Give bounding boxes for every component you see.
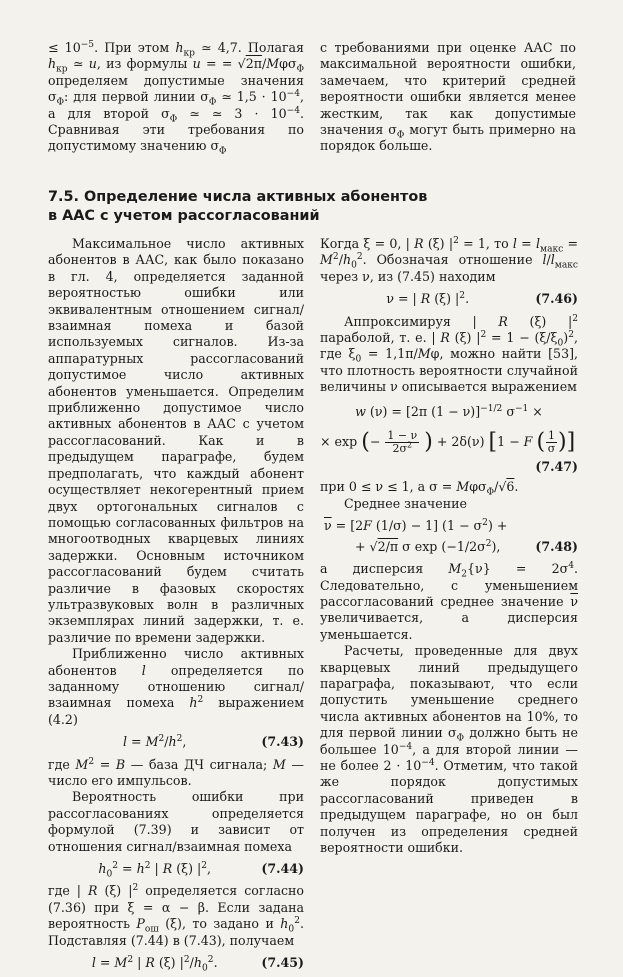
equation-7-48-number: (7.48) [535, 538, 578, 554]
equation-7-47-number: (7.47) [535, 459, 578, 475]
equation-7-48-line2: + √2/π σ $\exp (-1/2\sigma^2)$, [355, 538, 501, 554]
section-number: 7.5. [48, 189, 79, 205]
section-title-line1: Определение числа активных абонентов [83, 189, 428, 205]
top-right-paragraph [320, 40, 576, 155]
left-paragraph-2: Приближенно число активных абонентов l определяется по заданному отношению сигнал/взаимная помеха $h^2$ выражением (4.2) [48, 646, 305, 727]
equation-7-46 [320, 291, 578, 307]
left-paragraph-5: где | R (ξ) $|^2$ определяется согласно (7.36) при ξ = α − β. Если задана вероятность $P_{ош}$ (ξ), то задано и $h_0^2$. Подставляя (7.44) в (7.43), получаем [48, 883, 304, 948]
equation-7-43 [48, 734, 304, 750]
section-heading [48, 188, 568, 226]
equation-7-46-expr: ν = | R (ξ) $|^2$. [386, 291, 470, 307]
equation-7-44-number: (7.44) [261, 861, 304, 877]
equation-7-44 [48, 860, 304, 880]
section-title-line2: в ААС с учетом рассогласований [48, 208, 320, 224]
equation-7-43-number: (7.43) [261, 734, 304, 750]
equation-7-46-number: (7.46) [535, 291, 578, 307]
equation-7-43-expr: $l = M^2/h^2$, [122, 734, 187, 750]
top-left-paragraph [48, 40, 304, 155]
right-paragraph-4: Среднее значение [343, 495, 467, 511]
right-paragraph-3: при 0 ≤ ν ≤ 1, а σ = Mφσ$_\Phi$/√6. [320, 479, 519, 498]
left-paragraph-3: где $M^2 = B$ — база ДЧ сигнала; M — число его импульсов. [48, 756, 305, 788]
equation-7-47 [320, 404, 578, 476]
right-paragraph-6: Расчеты, проведенные для двух кварцевых линий предыдущего параграфа, показывают, что если допустить уменьшение среднего числа активных абонентов на 10%, то для первой линии $\sigma_\Phi$ должно быть не большее $10^{-4}$, а для второй линии — не более $2 \cdot 10^{-4}$. Отметим, что такой же порядок допустимых рассогласований приведен в предыдущем параграфе, но он был получен из определения средней вероятности ошибки. [320, 643, 579, 855]
equation-7-48-line1: $\overline{\nu} = [2F$ (1/σ) − 1] $(1 - \sigma^2)$ + [324, 518, 508, 534]
equation-7-47-line1: w (ν) = [2π (1 − ν)]$^{-1/2}$ $\sigma^{-1}$ × [355, 403, 543, 419]
equation-7-47-line2: × exp (− $\frac{1 - \nu}{2\sigma^2}$ ) + 2δ(ν) [1 − F ( $\frac{1}{\sigma}$ )] [320, 429, 576, 456]
top-right-text: с требованиями при оценке ААС по максимальной вероятности ошибки, замечаем, что критерий средней вероятности ошибки является менее жестким, так как допустимые значения $\sigma_\Phi$ могут быть примерно на порядок больше. [320, 40, 576, 154]
equation-7-45 [48, 954, 304, 974]
equation-7-48 [320, 518, 578, 555]
right-paragraph-2: Аппроксимируя | R (ξ) $|^2$ параболой, т. е. | R (ξ) $|^2 = 1 - (\xi/\xi_0)^2$, где $\xi_0 = 1,1\pi/M\varphi$, можно найти [53], что плотность вероятности случайной величины ν описывается выражением [320, 313, 579, 395]
right-paragraph-1: Когда ξ = 0, | R (ξ) $|^2 = 1$, то $l = l_{макс} = M^2/h_0^2$. Обозначая отношение $l/l_{макс}$ через ν, из (7.45) находим [320, 235, 579, 284]
right-paragraph-5: а дисперсия $M_2\{\nu\} = 2\sigma^4$. Следовательно, с уменьшением рассогласований среднее значение $\overline{\nu}$ увеличивается, а дисперсия уменьшается. [320, 560, 578, 642]
top-left-text: ≤ $10^{-5}$. При этом $h_{кр}$ ≃ 4,7. Полагая $h_{кр}$ ≃ u, из формулы u = = √2π/Mφσ$_\Phi$ определяем допустимые значения $\sigma_\Phi$: для первой линии $\sigma_\Phi$ ≃ $1,5 \cdot 10^{-4}$, а для второй $\sigma_\Phi$ ≃ ≃ $3 \cdot 10^{-4}$. Сравнивая эти требования по допустимому значению $\sigma_\Phi$ [48, 39, 304, 157]
equation-7-45-number: (7.45) [261, 955, 304, 971]
equation-7-45-expr: $l = M^2$ | R (ξ) $|^2/h_0^2$. [91, 954, 218, 974]
left-paragraph-1: Максимальное число активных абонентов в ААС, как было показано в гл. 4, определяется заданной вероятностью ошибки или эквивалентным отношением сигнал/взаимная помеха и базой используемых сигналов. Из-за аппаратурных рассогласований допустимое число активных абонентов уменьшается. Определим приближенно допустимое число активных абонентов в ААС с учетом рассогласований. Как и в предыдущем параграфе, будем предполагать, что каждый абонент осуществляет некогерентный прием двух ортогональных сигналов с помощью согласованных фильтров на многоотводных кварцевых линиях задержки. Основным источником рассогласований будем считать различие в фазовых скоростях ультразвуковых волн в различных экземплярах линий задержки, т. е. различие по времени задержки. [48, 236, 304, 645]
left-paragraph-4: Вероятность ошибки при рассогласованиях определяется формулой (7.39) и зависит от отношения сигнал/взаимная помеха [48, 789, 304, 854]
right-column [320, 236, 578, 856]
left-column [48, 236, 304, 977]
equation-7-44-expr: $h_0^2 = h^2$ | R (ξ) $|^2$, [98, 860, 212, 880]
